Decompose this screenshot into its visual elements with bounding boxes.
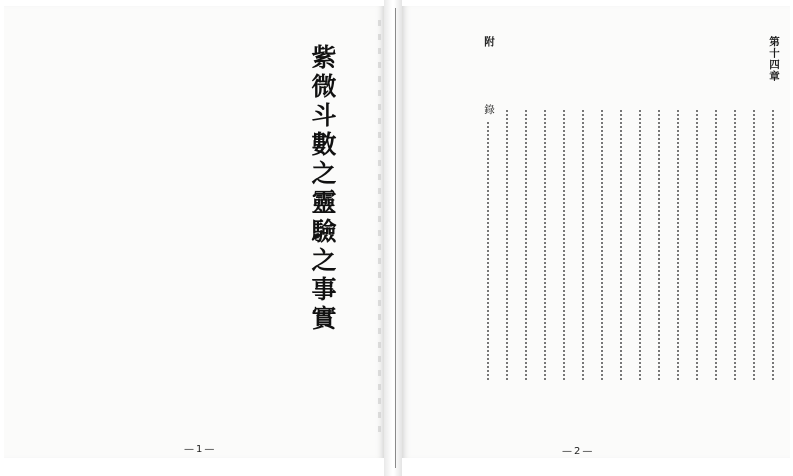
toc-dot-leader xyxy=(677,110,679,380)
toc-chapter-number: 第十四章 xyxy=(768,36,780,82)
book-gutter xyxy=(384,0,402,476)
toc-chapter-number: 附 xyxy=(483,36,495,48)
toc-entry xyxy=(728,36,742,446)
toc-dot-leader xyxy=(639,110,641,380)
toc-chapter-title: 錄 xyxy=(483,104,495,116)
page-number-left: —1— xyxy=(184,444,217,455)
toc-dot-leader xyxy=(506,110,508,380)
toc-dot-leader xyxy=(525,110,527,380)
toc-dot-leader xyxy=(487,122,489,380)
toc-entry xyxy=(671,36,685,446)
toc-entry xyxy=(709,36,723,446)
right-page xyxy=(402,6,790,458)
toc-entry xyxy=(500,36,514,446)
toc-entry xyxy=(747,36,761,446)
table-of-contents xyxy=(466,36,780,446)
scan-shadow xyxy=(378,20,381,440)
page-number-right: —2— xyxy=(562,446,595,457)
toc-entry xyxy=(633,36,647,446)
toc-entry xyxy=(538,36,552,446)
toc-dot-leader xyxy=(544,110,546,380)
toc-dot-leader xyxy=(696,110,698,380)
toc-dot-leader xyxy=(715,110,717,380)
toc-dot-leader xyxy=(734,110,736,380)
toc-dot-leader xyxy=(582,110,584,380)
article-body xyxy=(56,44,296,442)
article-title: 紫微斗數之靈驗之事實 xyxy=(308,44,337,334)
toc-entry xyxy=(576,36,590,446)
toc-entry xyxy=(652,36,666,446)
left-page xyxy=(4,6,384,458)
toc-dot-leader xyxy=(601,110,603,380)
toc-entry xyxy=(595,36,609,446)
toc-entry xyxy=(690,36,704,446)
gutter-fold-line xyxy=(395,8,396,468)
toc-dot-leader xyxy=(658,110,660,380)
toc-entry xyxy=(519,36,533,446)
toc-entry xyxy=(614,36,628,446)
toc-entry xyxy=(557,36,571,446)
toc-dot-leader xyxy=(620,110,622,380)
toc-entry xyxy=(481,36,495,446)
toc-dot-leader xyxy=(753,110,755,380)
toc-entry xyxy=(766,36,780,446)
toc-dot-leader xyxy=(563,110,565,380)
toc-dot-leader xyxy=(772,110,774,380)
